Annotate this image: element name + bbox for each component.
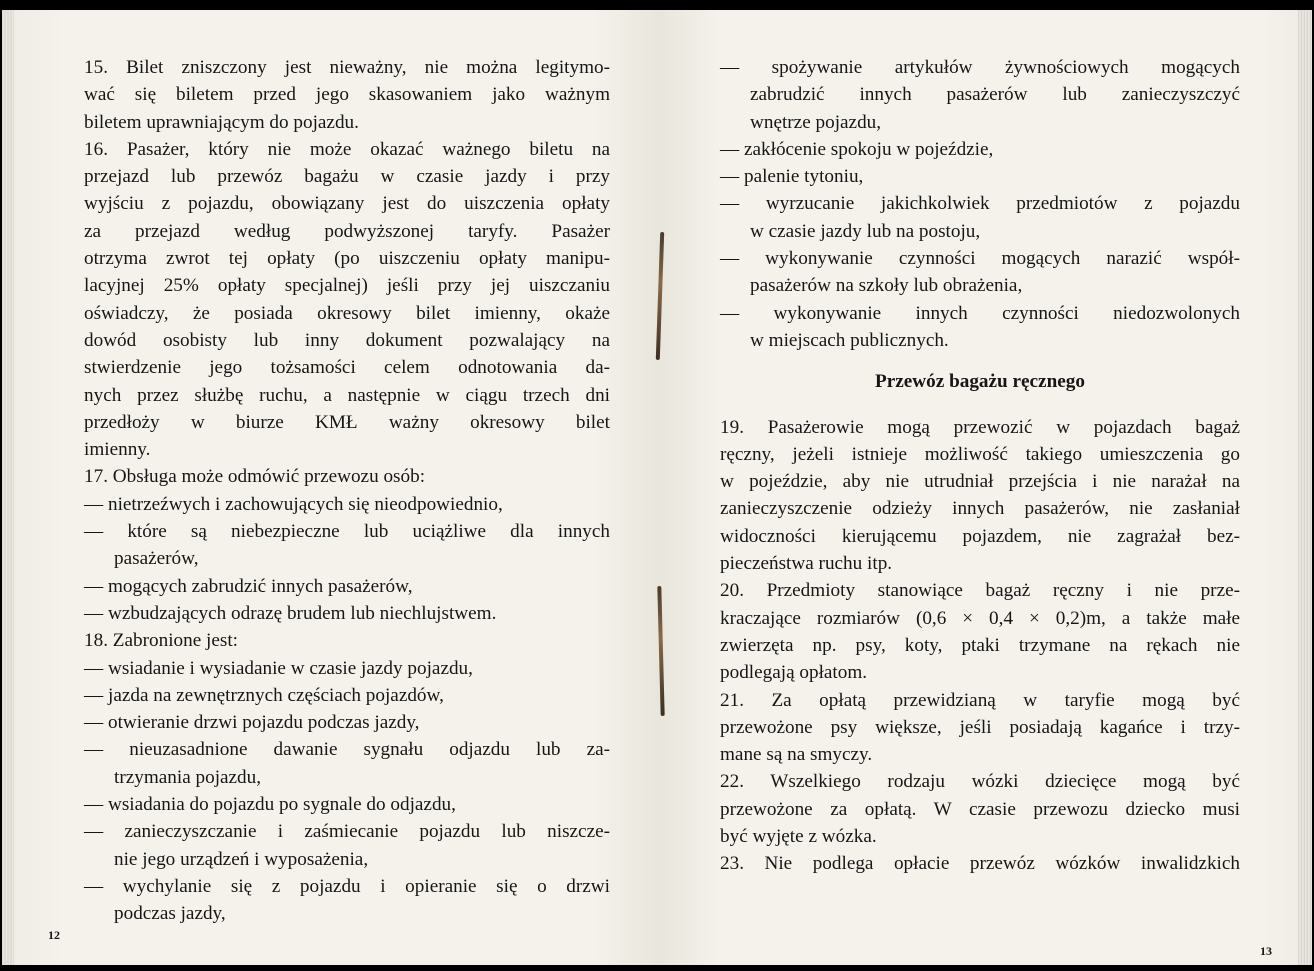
- text-line: zwierzęta np. psy, koty, ptaki trzymane na rękach nie: [720, 634, 1240, 656]
- right-page: [657, 10, 1298, 965]
- text-line: — nieuzasadnione dawanie sygnału odjazdu lub za-: [84, 739, 610, 761]
- text-line: — zanieczyszczanie i zaśmiecanie pojazdu lub niszcze-: [84, 821, 610, 843]
- text-line: 15. Bilet zniszczony jest nieważny, nie można legitymo-: [84, 57, 610, 78]
- text-line: — wsiadania do pojazdu po sygnale do odjazdu,: [84, 794, 456, 816]
- text-line: za przejazd według podwyższonej taryfy. Pasażer: [84, 220, 610, 242]
- text-line: mane są na smyczy.: [720, 744, 873, 766]
- text-line: pieczeństwa ruchu itp.: [720, 553, 893, 575]
- right-page-list: [720, 54, 1240, 354]
- text-line: zanieczyszczenie odzieży innych pasażerów, nie zasłaniał: [720, 498, 1240, 520]
- text-line: wnętrze pojazdu,: [750, 111, 882, 133]
- text-line: nych przez służbę ruchu, a następnie w ciągu trzech dni: [84, 384, 610, 406]
- text-line: przejazd lub przewóz bagażu w czasie jazdy i przy: [84, 166, 610, 188]
- text-line: — mogących zabrudzić innych pasażerów,: [84, 575, 413, 597]
- text-line: — wychylanie się z pojazdu i opieranie się o drzwi: [84, 875, 610, 897]
- text-line: 16. Pasażer, który nie może okazać ważnego biletu na: [84, 138, 610, 160]
- text-line: — nietrzeźwych i zachowujących się nieodpowiednio,: [84, 493, 503, 515]
- text-line: 21. Za opłatą przewidzianą w taryfie mogą być: [720, 689, 1240, 711]
- text-line: imienny.: [84, 439, 151, 461]
- text-line: otrzyma zwrot tej opłaty (po uiszczeniu opłaty manipu-: [84, 248, 610, 270]
- right-page-edge: [1298, 10, 1312, 965]
- text-line: stwierdzenie jego tożsamości celem odnotowania da-: [84, 357, 610, 379]
- text-line: w miejscach publicznych.: [750, 329, 949, 351]
- text-line: — spożywanie artykułów żywnościowych mogących: [720, 57, 1240, 78]
- text-line: w czasie jazdy lub na postoju,: [750, 220, 981, 242]
- text-line: — wykonywanie innych czynności niedozwolonych: [720, 302, 1240, 324]
- text-line: — które są niebezpieczne lub uciążliwe dla innych: [84, 521, 610, 543]
- text-line: trzymania pojazdu,: [114, 766, 262, 788]
- text-line: 22. Wszelkiego rodzaju wózki dziecięce mogą być: [720, 771, 1240, 793]
- text-line: zabrudzić innych pasażerów lub zanieczyszczyć: [750, 84, 1240, 106]
- text-line: pasażerów,: [114, 548, 199, 570]
- text-line: — palenie tytoniu,: [720, 166, 864, 188]
- text-line: być wyjęte z wózka.: [720, 826, 877, 848]
- page-number-right: 13: [1260, 944, 1272, 958]
- text-line: — jazda na zewnętrznych częściach pojazdów,: [84, 684, 444, 706]
- text-line: podlegają opłatom.: [720, 662, 868, 684]
- text-line: oświadczy, że posiada okresowy bilet imienny, okaże: [84, 302, 610, 324]
- text-line: przewożone za opłatą. W czasie przewozu dziecko musi: [720, 798, 1240, 820]
- text-line: — wyrzucanie jakichkolwiek przedmiotów z pojazdu: [720, 193, 1240, 215]
- left-page: [14, 10, 657, 965]
- text-line: ręczny, jeżeli istnieje możliwość takiego umieszczenia go: [720, 443, 1240, 465]
- text-line: 19. Pasażerowie mogą przewozić w pojazdach bagaż: [720, 416, 1240, 438]
- left-page-edge: [2, 10, 14, 965]
- text-line: — wsiadanie i wysiadanie w czasie jazdy pojazdu,: [84, 657, 473, 679]
- text-line: widoczności kierującemu pojazdem, nie zagrażał bez-: [720, 525, 1240, 547]
- left-page-text: [84, 54, 610, 928]
- text-line: kraczające rozmiarów (0,6 × 0,4 × 0,2)m, a także małe: [720, 607, 1240, 629]
- text-line: wać się biletem przed jego skasowaniem jako ważnym: [84, 84, 610, 106]
- text-line: w pojeździe, aby nie utrudniał przejścia i nie narażał na: [720, 471, 1240, 493]
- right-page-text: [720, 54, 1240, 878]
- text-line: — zakłócenie spokoju w pojeździe,: [720, 138, 994, 160]
- text-line: lacyjnej 25% opłaty specjalnej) jeśli przy jej uiszczaniu: [84, 275, 610, 297]
- right-page-paragraphs: [720, 414, 1240, 878]
- text-line: przedłoży w biurze KMŁ ważny okresowy bilet: [84, 411, 610, 433]
- text-line: podczas jazdy,: [114, 903, 226, 925]
- page-number-left: 12: [48, 928, 60, 942]
- text-line: przewożone psy większe, jeśli posiadają kagańce i trzy-: [720, 716, 1240, 738]
- text-line: 23. Nie podlega opłacie przewóz wózków inwalidzkich: [720, 853, 1240, 875]
- text-line: 17. Obsługa może odmówić przewozu osób:: [84, 466, 426, 488]
- text-line: wyjściu z pojazdu, obowiązany jest do uiszczenia opłaty: [84, 193, 610, 215]
- text-line: 20. Przedmioty stanowiące bagaż ręczny i nie prze-: [720, 580, 1240, 602]
- text-line: — otwieranie drzwi pojazdu podczas jazdy,: [84, 712, 420, 734]
- text-line: dowód osobisty lub inny dokument pozwalający na: [84, 329, 610, 351]
- section-heading: Przewóz bagażu ręcznego: [875, 371, 1085, 393]
- text-line: — wykonywanie czynności mogących narazić współ-: [720, 248, 1240, 270]
- text-line: biletem uprawniającym do pojazdu.: [84, 111, 359, 133]
- text-line: pasażerów na szkoły lub obrażenia,: [750, 275, 1023, 297]
- text-line: nie jego urządzeń i wyposażenia,: [114, 848, 369, 870]
- text-line: 18. Zabronione jest:: [84, 630, 238, 652]
- text-line: — wzbudzających odrazę brudem lub niechlujstwem.: [84, 602, 497, 624]
